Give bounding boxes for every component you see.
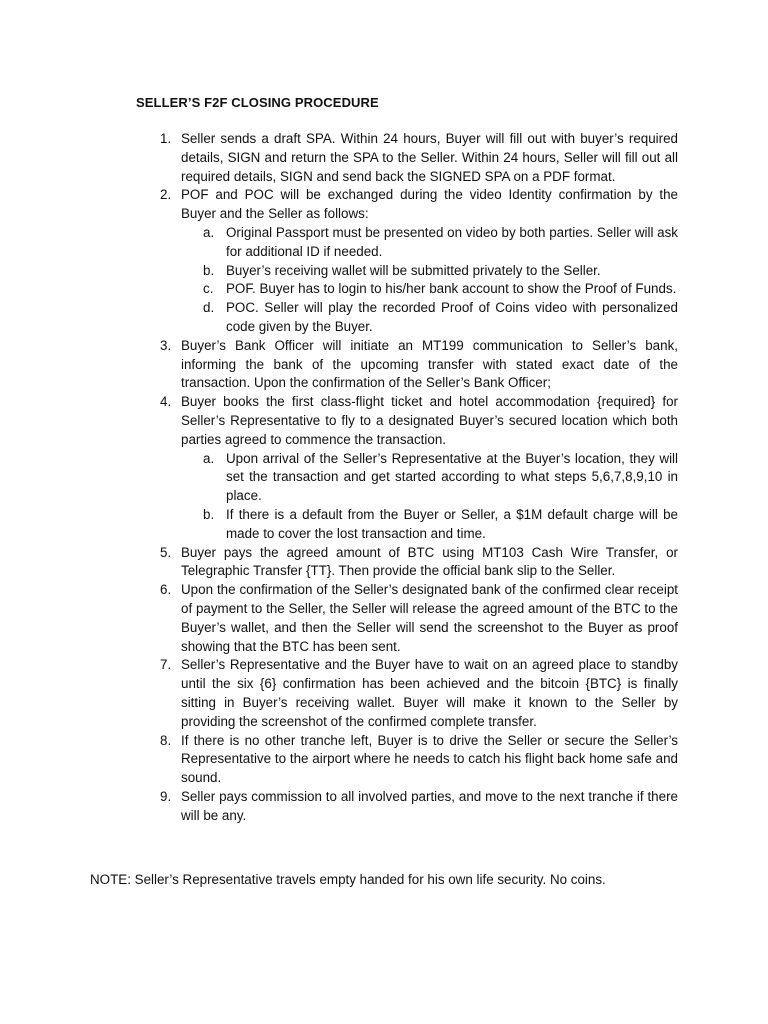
sub-step-list xyxy=(181,224,678,337)
sub-step-letter: b. xyxy=(203,506,215,522)
step-number: 3. xyxy=(160,337,172,353)
procedure-step xyxy=(136,732,678,788)
sub-step xyxy=(181,506,678,544)
step-number: 2. xyxy=(160,187,172,203)
step-text: If there is no other tranche left, Buyer is to drive the Seller or secure the Seller’s Representative to the airport where he needs to catch his flight back home safe and sound. xyxy=(181,732,678,786)
sub-step xyxy=(181,262,678,281)
step-text: Buyer’s Bank Officer will initiate an MT199 communication to Seller’s bank, informing the bank of the upcoming transfer with stated exact date of the transaction. Upon the confirmation of the Seller’s Bank Officer; xyxy=(181,337,678,391)
sub-step-text: Buyer’s receiving wallet will be submitted privately to the Seller. xyxy=(226,262,601,278)
step-number: 1. xyxy=(160,131,172,146)
procedure-step xyxy=(136,544,678,582)
procedure-step xyxy=(136,581,678,656)
sub-step-text: POF. Buyer has to login to his/her bank account to show the Proof of Funds. xyxy=(226,281,677,297)
step-text: Buyer pays the agreed amount of BTC using MT103 Cash Wire Transfer, or Telegraphic Transfer {TT}. Then provide the official bank slip to the Seller. xyxy=(181,544,678,579)
step-number: 9. xyxy=(160,788,172,804)
step-number: 7. xyxy=(160,657,172,673)
sub-step-text: POC. Seller will play the recorded Proof of Coins video with personalized code given by the Buyer. xyxy=(226,300,678,334)
document-note: NOTE: Seller’s Representative travels empty handed for his own life security. No coins. xyxy=(90,872,606,887)
procedure-step xyxy=(136,130,678,186)
step-number: 4. xyxy=(160,394,172,410)
step-number: 8. xyxy=(160,732,172,748)
procedure-step xyxy=(136,788,678,826)
step-text: Seller pays commission to all involved parties, and move to the next tranche if there will be any. xyxy=(181,788,678,823)
sub-step-text: Upon arrival of the Seller’s Representative at the Buyer’s location, they will set the transaction and get started according to what steps 5,6,7,8,9,10 in place. xyxy=(226,450,678,504)
sub-step-text: Original Passport must be presented on video by both parties. Seller will ask for additional ID if needed. xyxy=(226,224,678,259)
procedure-step xyxy=(136,337,678,393)
step-text: Upon the confirmation of the Seller’s designated bank of the confirmed clear receipt of payment to the Seller, the Seller will release the agreed amount of the BTC to the Buyer’s wallet, and then the Seller will send the screenshot to the Buyer as proof showing that the BTC has been sent. xyxy=(181,582,678,654)
document-title: SELLER’S F2F CLOSING PROCEDURE xyxy=(136,95,379,110)
step-text: POF and POC will be exchanged during the video Identity confirmation by the Buyer and the Seller as follows: xyxy=(181,187,678,222)
step-number: 5. xyxy=(160,544,172,560)
sub-step xyxy=(181,224,678,262)
procedure-list xyxy=(136,130,678,825)
step-text: Buyer books the first class-flight ticket and hotel accommodation {required} for Seller’s Representative to fly to a designated Buyer’s secured location which both parties agreed to commence the transaction. xyxy=(181,394,678,447)
step-number: 6. xyxy=(160,582,172,598)
sub-step-text: If there is a default from the Buyer or Seller, a $1M default charge will be made to cover the lost transaction and time. xyxy=(226,506,678,541)
procedure-step xyxy=(136,393,678,543)
sub-step xyxy=(181,299,678,337)
sub-step-letter: d. xyxy=(203,300,215,316)
step-text: Seller’s Representative and the Buyer have to wait on an agreed place to standby until the six {6} confirmation has been achieved and the bitcoin {BTC} is finally sitting in Buyer’s receiving wallet. Buyer will make it known to the Seller by providing the screenshot of the confirmed complete transfer. xyxy=(181,657,678,729)
sub-step-letter: b. xyxy=(203,262,215,278)
sub-step-list xyxy=(181,450,678,544)
procedure-step xyxy=(136,656,678,731)
sub-step-letter: c. xyxy=(203,281,214,297)
procedure-step xyxy=(136,186,678,336)
sub-step-letter: a. xyxy=(203,450,215,466)
sub-step xyxy=(181,450,678,506)
sub-step xyxy=(181,280,678,299)
step-text: Seller sends a draft SPA. Within 24 hours, Buyer will fill out with buyer’s required details, SIGN and return the SPA to the Seller. Within 24 hours, Seller will fill out all required details, SIGN and send back the SIGNED SPA on a PDF format. xyxy=(181,131,678,184)
sub-step-letter: a. xyxy=(203,224,215,240)
